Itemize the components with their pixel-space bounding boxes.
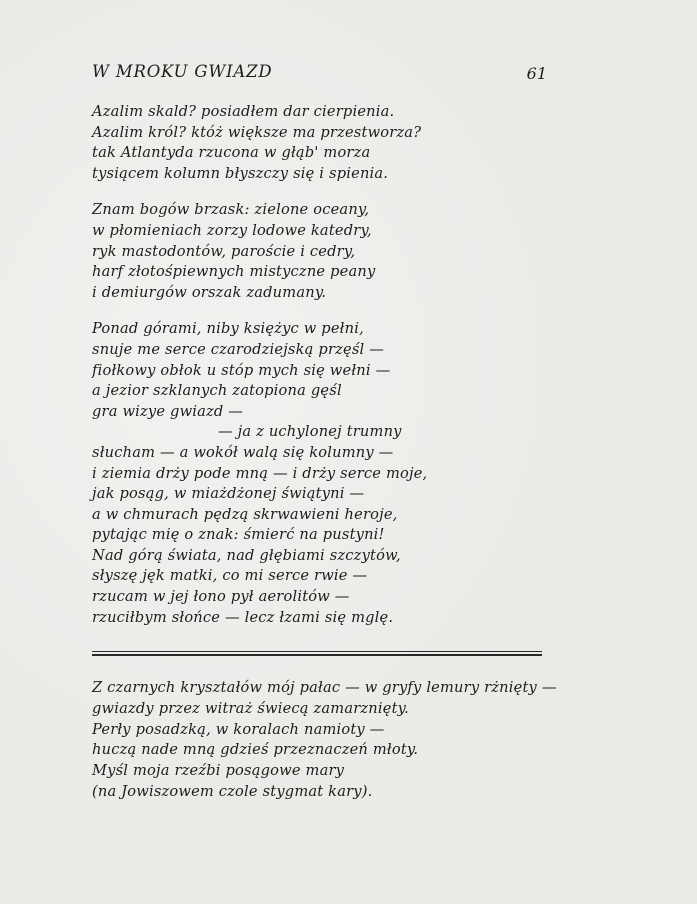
poem-line: Myśl moja rzeźbi posągowe mary — [92, 762, 345, 780]
poem-section-two — [92, 678, 557, 803]
poem-line: Perły posadzką, w koralach namioty — — [92, 720, 385, 738]
poem-line: w płomieniach zorzy lodowe katedry, — [92, 221, 372, 239]
poem-line: (na Jowiszowem czole stygmat kary). — [92, 782, 373, 800]
poem-line-indented: — ja z uchylonej trumny — [218, 423, 402, 441]
poem-line: Z czarnych kryształów mój pałac — w gryfy lemury rżnięty — — [92, 679, 557, 696]
poem-line: gwiazdy przez witraż świecą zamarznięty. — [92, 699, 410, 717]
running-header: W MROKU GWIAZD — [92, 62, 273, 81]
poem-line: huczą nade mną gdzieś przeznaczeń młoty. — [92, 741, 419, 759]
poem-line: rzucam w jej łono pył aerolitów — — [92, 588, 350, 606]
section-divider — [92, 651, 542, 656]
poem-line: i ziemia drży pode mną — i drży serce moje, — [92, 464, 428, 482]
poem-line: słyszę jęk matki, co mi serce rwie — — [92, 567, 368, 585]
poem-line: tak Atlantyda rzucona w głąb' morza — [92, 144, 371, 162]
stanza-1 — [92, 102, 427, 184]
poem-line: fiołkowy obłok u stóp mych się wełni — — [92, 361, 391, 379]
page-number: 61 — [526, 64, 547, 83]
poem-line: a jezior szklanych zatopiona gęśl — [92, 382, 342, 400]
poem-line: rzuciłbym słońce — lecz łzami się mglę. — [92, 608, 394, 626]
poem-line: Ponad górami, niby księżyc w pełni, — [92, 320, 364, 338]
poem-line: tysiącem kolumn błyszczy się i spienia. — [92, 164, 389, 182]
poem-line: Znam bogów brzask: zielone oceany, — [92, 201, 370, 219]
poem-line: słucham — a wokół walą się kolumny — — [92, 443, 394, 461]
poem-body — [92, 102, 427, 644]
stanza-2 — [92, 200, 427, 303]
poem-line: Azalim król? któż większe ma przestworza? — [92, 123, 422, 141]
poem-line: pytając mię o znak: śmierć na pustyni! — [92, 526, 385, 544]
poem-line: ryk mastodontów, paroście i cedry, — [92, 242, 356, 260]
poem-line: i demiurgów orszak zadumany. — [92, 283, 327, 301]
stanza-3 — [92, 319, 427, 628]
poem-line: Azalim skald? posiadłem dar cierpienia. — [92, 103, 395, 120]
poem-line: a w chmurach pędzą skrwawieni heroje, — [92, 505, 398, 523]
poem-line: snuje me serce czarodziejską przęśl — — [92, 340, 385, 358]
poem-line: gra wizye gwiazd — — [92, 402, 244, 420]
poem-line: harf złotośpiewnych mistyczne peany — [92, 263, 376, 281]
poem-line: jak posąg, w miażdżonej świątyni — — [92, 485, 365, 503]
poem-line: Nad górą świata, nad głębiami szczytów, — [92, 546, 401, 564]
